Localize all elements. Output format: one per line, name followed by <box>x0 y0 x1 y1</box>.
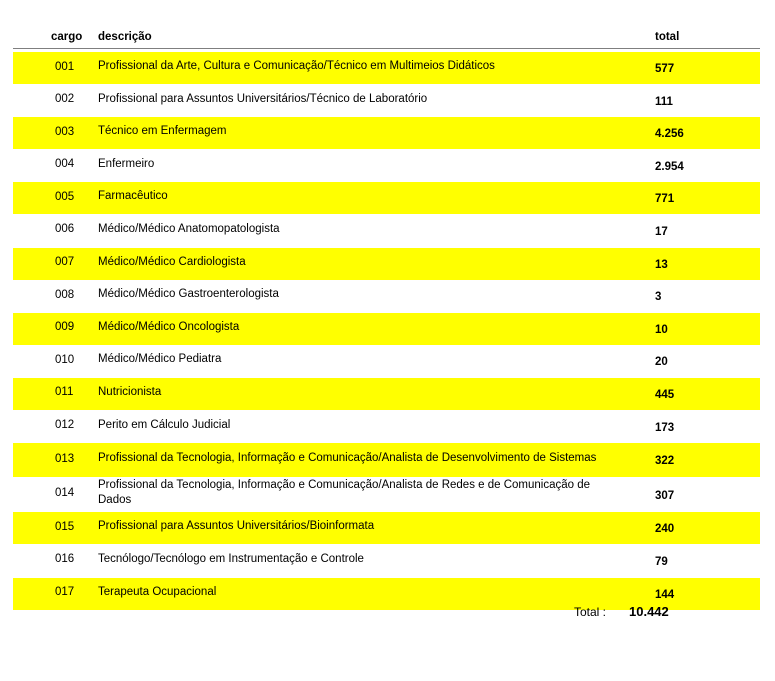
row-descricao: Médico/Médico Gastroenterologista <box>98 288 279 301</box>
row-total: 445 <box>655 388 675 401</box>
table-row <box>13 512 760 544</box>
row-total: 240 <box>655 523 675 536</box>
table-row <box>13 345 760 377</box>
row-cargo-code: 015 <box>55 520 75 533</box>
row-cargo-code: 001 <box>55 60 75 73</box>
row-total: 307 <box>655 489 675 502</box>
row-descricao: Profissional da Tecnologia, Informação e Comunicação/Analista de Desenvolvimento de Sistemas <box>98 452 597 465</box>
table-row <box>13 215 760 247</box>
table-row <box>13 85 760 117</box>
table-row <box>13 378 760 410</box>
table-row <box>13 313 760 345</box>
row-descricao: Perito em Cálculo Judicial <box>98 418 231 431</box>
row-descricao: Profissional da Tecnologia, Informação e Comunicação/Analista de Redes e de Comunicação de Dados <box>98 479 591 507</box>
row-cargo-code: 006 <box>55 223 75 236</box>
row-total: 111 <box>655 95 673 108</box>
row-total: 79 <box>655 555 668 568</box>
row-descricao: Farmacêutico <box>98 190 168 203</box>
table-row <box>13 411 760 443</box>
row-total: 20 <box>655 356 668 369</box>
row-descricao: Enfermeiro <box>98 157 155 170</box>
header-cargo: cargo <box>51 31 83 43</box>
table-row <box>13 280 760 312</box>
table-row <box>13 443 760 477</box>
row-total: 13 <box>655 258 668 271</box>
row-descricao: Terapeuta Ocupacional <box>98 585 217 598</box>
row-cargo-code: 005 <box>55 190 75 203</box>
grand-total-label: Total : <box>574 605 607 619</box>
table-row <box>13 117 760 149</box>
row-descricao: Nutricionista <box>98 385 162 398</box>
header-total: total <box>655 31 680 43</box>
row-cargo-code: 013 <box>55 452 75 465</box>
row-total: 2.954 <box>655 160 684 173</box>
row-descricao: Médico/Médico Anatomopatologista <box>98 222 280 235</box>
table-row <box>13 150 760 182</box>
row-cargo-code: 011 <box>55 386 74 399</box>
row-total: 173 <box>655 421 675 434</box>
row-descricao: Profissional para Assuntos Universitários/Técnico de Laboratório <box>98 92 428 105</box>
row-cargo-code: 012 <box>55 419 75 432</box>
table-row <box>13 478 760 512</box>
row-descricao: Tecnólogo/Tecnólogo em Instrumentação e Controle <box>98 552 364 565</box>
table-row <box>13 52 760 84</box>
grand-total <box>0 602 747 622</box>
table-row <box>13 248 760 280</box>
row-cargo-code: 002 <box>55 93 75 106</box>
row-total: 3 <box>655 291 662 304</box>
grand-total-value: 10.442 <box>629 604 669 619</box>
row-cargo-code: 016 <box>55 553 75 566</box>
row-cargo-code: 008 <box>55 288 75 301</box>
header-descricao: descrição <box>98 31 152 43</box>
row-total: 577 <box>655 63 675 75</box>
row-total: 322 <box>655 455 675 468</box>
row-cargo-code: 004 <box>55 158 75 171</box>
row-cargo-code: 003 <box>55 125 75 138</box>
row-cargo-code: 017 <box>55 586 75 598</box>
row-descricao: Profissional da Arte, Cultura e Comunicação/Técnico em Multimeios Didáticos <box>98 60 495 72</box>
table-body <box>13 52 760 610</box>
row-cargo-code: 010 <box>55 353 75 366</box>
row-total: 771 <box>655 193 675 206</box>
row-total: 4.256 <box>655 128 684 141</box>
row-total: 17 <box>655 225 668 238</box>
row-descricao: Profissional para Assuntos Universitários/Bioinformata <box>98 520 375 533</box>
table-row <box>13 182 760 214</box>
row-cargo-code: 009 <box>55 321 75 334</box>
row-descricao: Médico/Médico Oncologista <box>98 320 240 333</box>
row-cargo-code: 007 <box>55 256 75 269</box>
vacancy-table <box>13 27 760 610</box>
row-descricao: Médico/Médico Cardiologista <box>98 255 246 268</box>
table-header <box>13 27 760 49</box>
row-cargo-code: 014 <box>55 487 75 500</box>
table-row <box>13 545 760 577</box>
row-total: 144 <box>655 588 675 601</box>
row-total: 10 <box>655 323 668 336</box>
row-descricao: Técnico em Enfermagem <box>98 125 227 138</box>
row-descricao: Médico/Médico Pediatra <box>98 353 222 366</box>
